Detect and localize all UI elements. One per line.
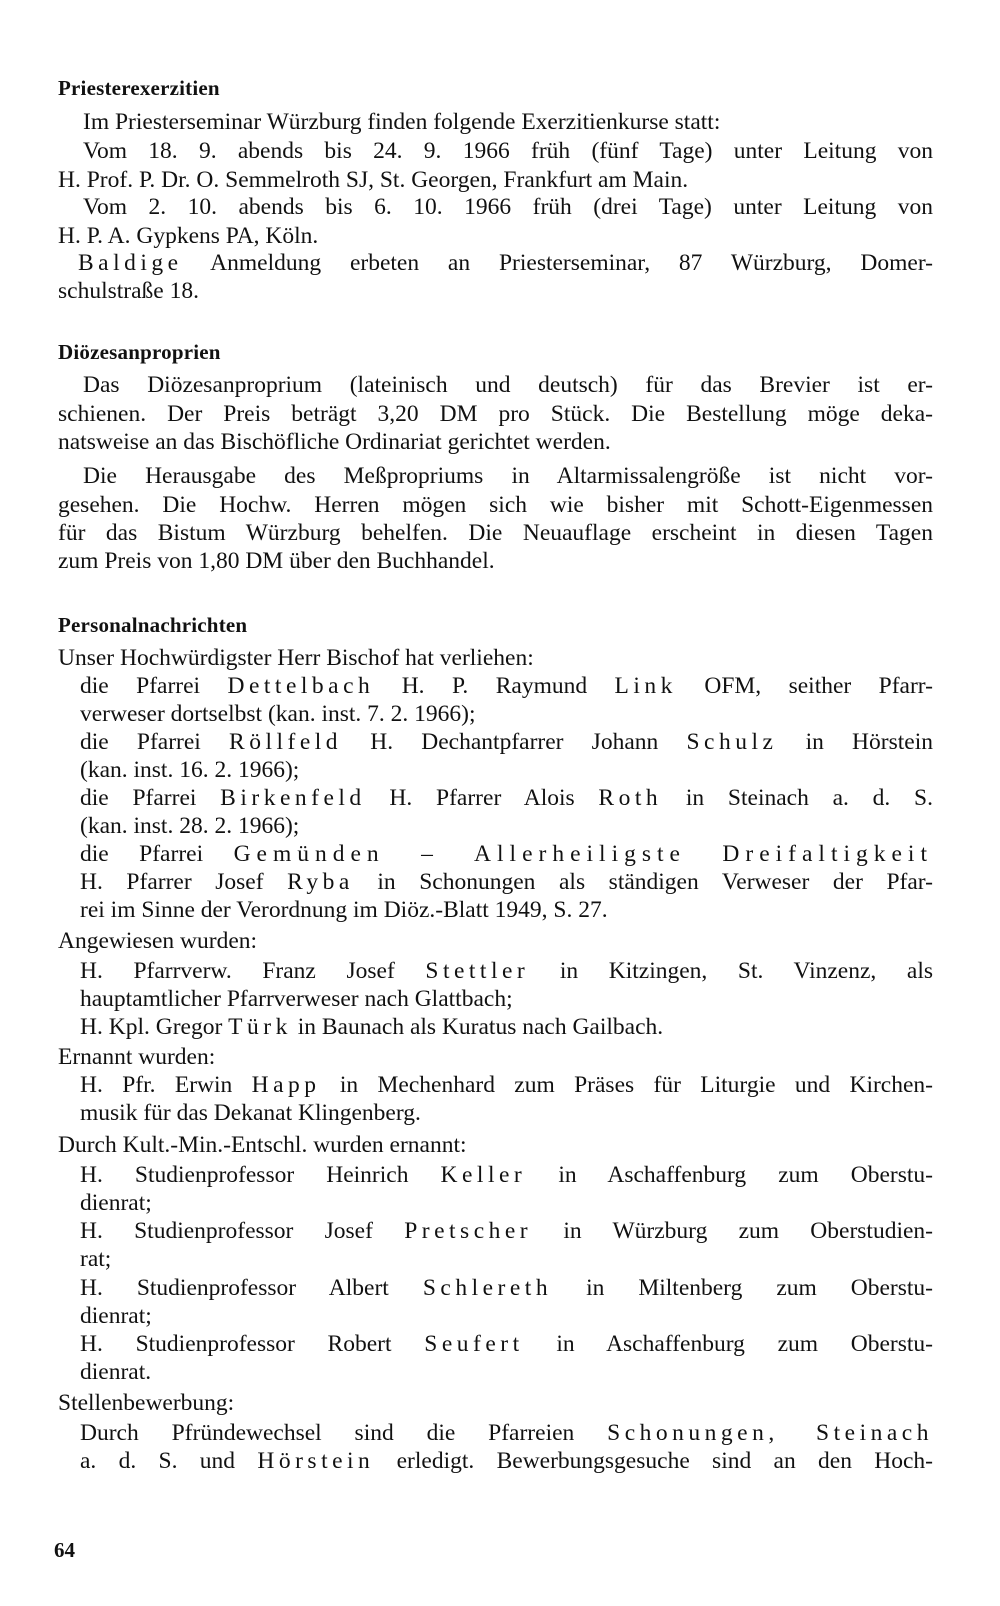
text-line: H. Studienprofessor Robert Seufert in Aschaffenburg zum Oberstu- (80, 1331, 933, 1357)
text-line: die Pfarrei Gemünden – Allerheiligste Dreifaltigkeit (80, 841, 933, 867)
heading-priesterexerzitien: Priesterexerzitien (58, 76, 220, 100)
text-line: H. Studienprofessor Albert Schlereth in Miltenberg zum Oberstu- (80, 1275, 934, 1301)
text-line: Durch Pfründewechsel sind die Pfarreien Schonungen, Steinach (80, 1420, 933, 1446)
text-line: schulstraße 18. (58, 278, 199, 304)
text-line: a. d. S. und Hörstein erledigt. Bewerbungsgesuche sind an den Hoch- (80, 1448, 934, 1474)
text-line: H. Prof. P. Dr. O. Semmelroth SJ, St. Georgen, Frankfurt am Main. (58, 167, 689, 193)
text-line: H. Kpl. Gregor Türk in Baunach als Kuratus nach Gailbach. (80, 1014, 664, 1040)
text-line: Stellenbewerbung: (58, 1390, 235, 1416)
text-line: H. Pfarrverw. Franz Josef Stettler in Kitzingen, St. Vinzenz, als (80, 958, 934, 984)
text-line: gesehen. Die Hochw. Herren mögen sich wie bisher mit Schott-Eigenmessen (58, 492, 933, 518)
text-line: natsweise an das Bischöfliche Ordinariat gerichtet werden. (58, 429, 611, 455)
text-line: rei im Sinne der Verordnung im Diöz.-Blatt 1949, S. 27. (80, 897, 608, 923)
text-line: die Pfarrei Birkenfeld H. Pfarrer Alois Roth in Steinach a. d. S. (80, 785, 933, 811)
text-line: H. Pfr. Erwin Happ in Mechenhard zum Präses für Liturgie und Kirchen- (80, 1072, 933, 1098)
text-line: Angewiesen wurden: (58, 928, 258, 954)
text-line: die Pfarrei Röllfeld H. Dechantpfarrer Johann Schulz in Hörstein (80, 729, 933, 755)
text-line: zum Preis von 1,80 DM über den Buchhandel. (58, 548, 495, 574)
text-line: (kan. inst. 16. 2. 1966); (80, 757, 300, 783)
text-line: hauptamtlicher Pfarrverweser nach Glattbach; (80, 986, 513, 1012)
page-number: 64 (54, 1538, 75, 1562)
text-line: Ernannt wurden: (58, 1044, 216, 1070)
text-line: schienen. Der Preis beträgt 3,20 DM pro Stück. Die Bestellung möge deka- (58, 401, 933, 427)
text-line: Unser Hochwürdigster Herr Bischof hat verliehen: (58, 645, 534, 671)
text-line: musik für das Dekanat Klingenberg. (80, 1100, 421, 1126)
text-line: Das Diözesanproprium (lateinisch und deutsch) für das Brevier ist er- (83, 372, 933, 398)
text-line: dienrat; (80, 1190, 152, 1216)
text-line: H. P. A. Gypkens PA, Köln. (58, 223, 319, 249)
text-line: die Pfarrei Dettelbach H. P. Raymund Link OFM, seither Pfarr- (80, 673, 933, 699)
text-line: (kan. inst. 28. 2. 1966); (80, 813, 300, 839)
text-line: verweser dortselbst (kan. inst. 7. 2. 1966); (80, 701, 476, 727)
text-line: Die Herausgabe des Meßpropriums in Altarmissalengröße ist nicht vor- (83, 463, 933, 489)
text-line: H. Studienprofessor Josef Pretscher in Würzburg zum Oberstudien- (80, 1218, 933, 1244)
spaced-word: Baldige (78, 250, 183, 276)
text-line: Baldige Anmeldung erbeten an Priesterseminar, 87 Würzburg, Domer- (78, 250, 933, 276)
text-line: für das Bistum Würzburg behelfen. Die Neuauflage erscheint in diesen Tagen (58, 520, 933, 546)
text-line: H. Studienprofessor Heinrich Keller in Aschaffenburg zum Oberstu- (80, 1162, 933, 1188)
heading-personalnachrichten: Personalnachrichten (58, 613, 248, 637)
text-line: Vom 18. 9. abends bis 24. 9. 1966 früh (fünf Tage) unter Leitung von (83, 138, 933, 164)
text-line: dienrat; (80, 1303, 152, 1329)
heading-dioezesanproprien: Diözesanproprien (58, 340, 221, 364)
text-line: Vom 2. 10. abends bis 6. 10. 1966 früh (drei Tage) unter Leitung von (83, 194, 933, 220)
text-line: Durch Kult.-Min.-Entschl. wurden ernannt: (58, 1132, 467, 1158)
text-line: H. Pfarrer Josef Ryba in Schonungen als ständigen Verweser der Pfar- (80, 869, 933, 895)
text-line: dienrat. (80, 1359, 152, 1385)
text-line: rat; (80, 1246, 112, 1272)
text-line: Im Priesterseminar Würzburg finden folgende Exerzitienkurse statt: (83, 109, 721, 135)
